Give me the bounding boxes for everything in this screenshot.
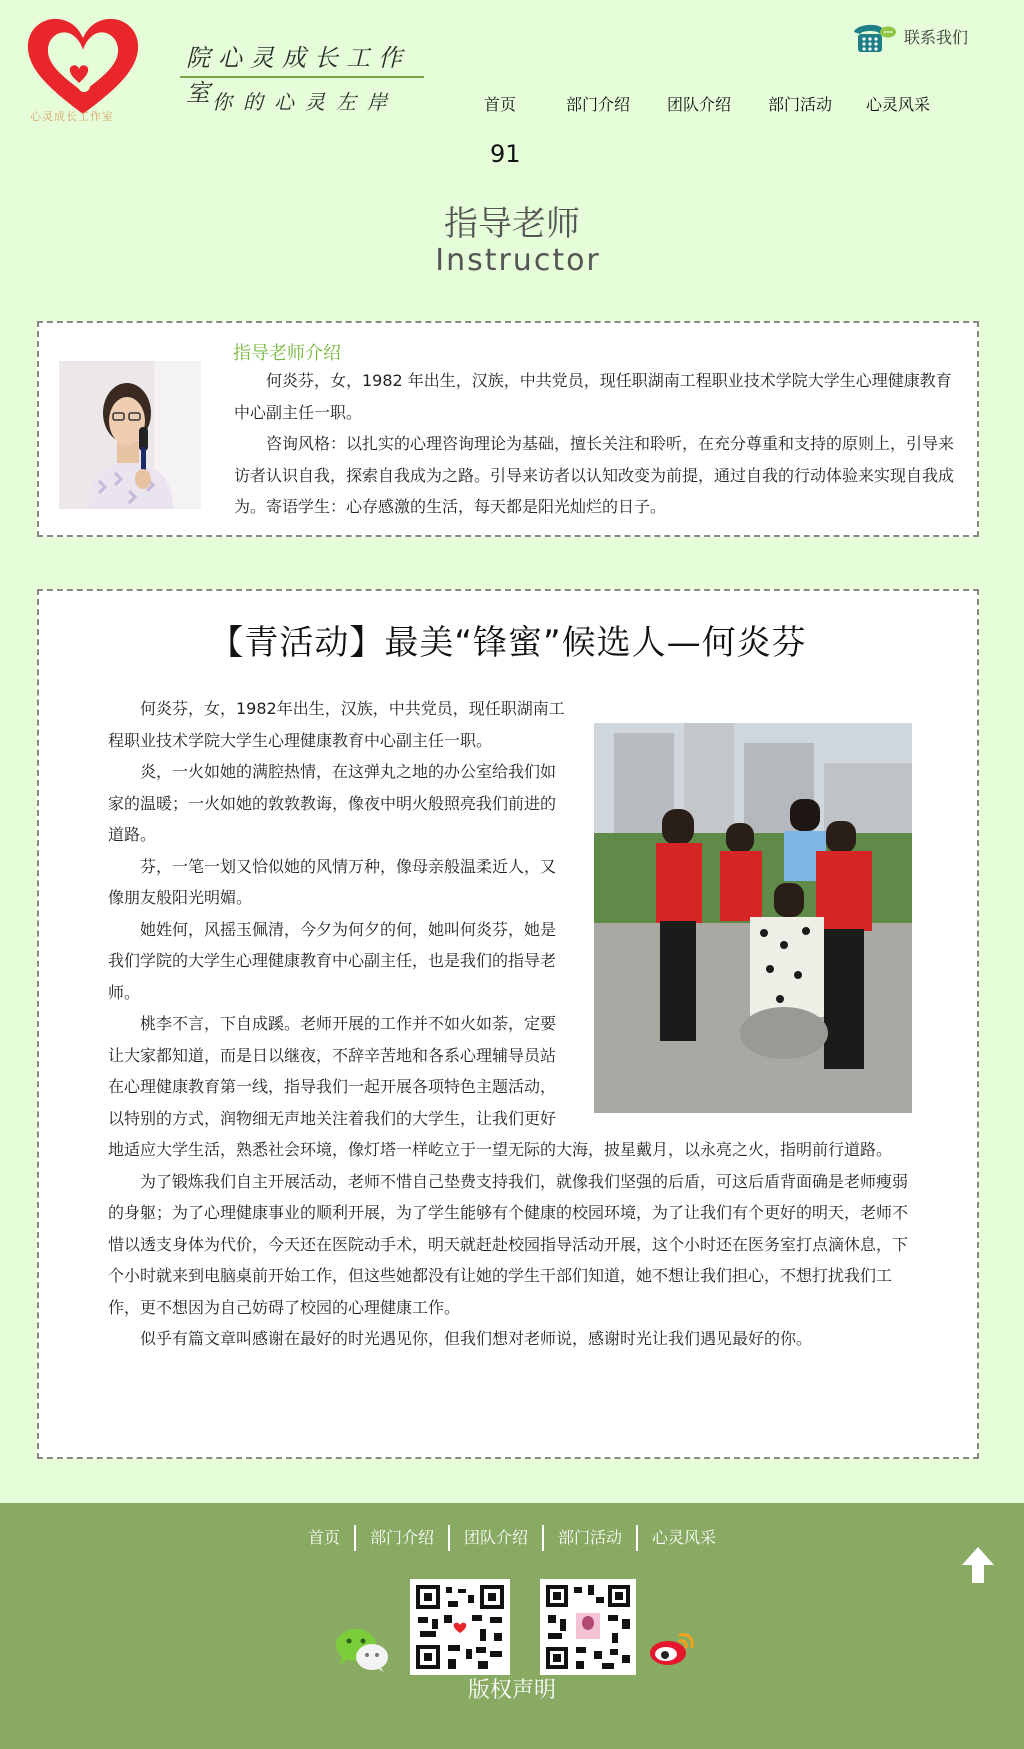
brand-title: 院心灵成长工作室 xyxy=(186,44,410,107)
instructor-paragraph: 何炎芬，女，1982 年出生，汉族，中共党员，现任职湖南工程职业技术学院大学生心理健康教育中心副主任一职。 xyxy=(234,371,952,422)
nav-team-intro[interactable]: 团队介绍 xyxy=(667,95,732,114)
weibo-icon[interactable] xyxy=(648,1627,696,1667)
instructor-card xyxy=(37,321,979,537)
nav-gallery[interactable]: 心灵风采 xyxy=(866,95,931,114)
instructor-text xyxy=(234,365,964,523)
site-footer xyxy=(0,1503,1024,1749)
nav-home[interactable]: 首页 xyxy=(484,95,517,114)
footer-nav-gallery[interactable]: 心灵风采 xyxy=(652,1528,717,1547)
brand xyxy=(180,38,424,115)
group-photo xyxy=(594,723,912,1113)
footer-nav-department-intro[interactable]: 部门介绍 xyxy=(356,1525,450,1551)
article-title: 【青活动】最美“锋蜜”候选人—何炎芬 xyxy=(209,623,807,663)
footer-nav-department-activities[interactable]: 部门活动 xyxy=(544,1525,638,1551)
footer-nav xyxy=(0,1525,1024,1551)
contact-label: 联系我们 xyxy=(904,27,969,47)
article-paragraph: 桃李不言，下自成蹊。老师开展的工作并不如火如荼，定要让大家都知道，而是日以继夜，不辞辛苦地和各系心理辅导员站在心理健康教育第一线，指导我们一起开展各项特色主题活动，以特别的方式，润物细无声地关注着我们的大学生，让我们更好地适应大学生活，熟悉社会环境，像灯塔一样屹立于一望无际的大海，披星戴月，以永亮之火，指明前行道路。 xyxy=(108,1014,893,1159)
page-number: 91 xyxy=(490,140,521,168)
phone-icon xyxy=(850,18,896,54)
footer-nav-team-intro[interactable]: 团队介绍 xyxy=(450,1525,544,1551)
nav-department-intro[interactable]: 部门介绍 xyxy=(566,95,631,114)
footer-nav-home[interactable]: 首页 xyxy=(294,1525,356,1551)
article-paragraph: 她姓何，风摇玉佩清，今夕为何夕的何，她叫何炎芬，她是我们学院的大学生心理健康教育中心副主任，也是我们的指导老师。 xyxy=(108,919,557,1002)
article-paragraph: 炎，一火如她的满腔热情，在这弹丸之地的办公室给我们如家的温暖；一火如她的敦敦教诲，像夜中明火般照亮我们前进的道路。 xyxy=(108,762,557,844)
instructor-photo xyxy=(59,361,201,509)
wechat-icon[interactable] xyxy=(334,1627,390,1673)
article-paragraph: 芬，一笔一划又恰似她的风情万种，像母亲般温柔近人，又像朋友般阳光明媚。 xyxy=(108,856,557,907)
article-paragraph: 何炎芬，女，1982年出生，汉族，中共党员，现任职湖南工程职业技术学院大学生心理健康教育中心副主任一职。 xyxy=(108,699,565,750)
copyright-link[interactable]: 版权声明 xyxy=(467,1678,556,1703)
qr-code-icon xyxy=(540,1579,636,1675)
qr-code-icon xyxy=(410,1579,510,1675)
logo-caption: 心灵成长工作室 xyxy=(30,110,114,123)
article-paragraph: 为了锻炼我们自主开展活动，老师不惜自己垫费支持我们，就像我们坚强的后盾，可这后盾背面确是老师瘦弱的身躯；为了心理健康事业的顺利开展，为了学生能够有个健康的校园环境，为了让我们有个更好的明天，老师不惜以透支身体为代价，今天还在医院动手术，明天就赶赴校园指导活动开展，这个小时还在医务室打点滴休息，下个小时就来到电脑桌前开始工作，但这些她都没有让她的学生干部们知道，她不想让我们担心，不想打扰我们工作，更不想因为自己妨碍了校园的心理健康工作。 xyxy=(108,1171,909,1317)
instructor-paragraph: 咨询风格：以扎实的心理咨询理论为基础，擅长关注和聆听，在充分尊重和支持的原则上，引导来访者认识自我，探索自我成为之路。引导来访者以认知改变为前提，通过自我的行动体验来实现自我成为。寄语学生：心存感激的生活，每天都是阳光灿烂的日子。 xyxy=(234,434,955,516)
article-body xyxy=(108,693,912,1355)
instructor-heading: 指导老师介绍 xyxy=(233,343,341,364)
heart-logo-icon xyxy=(24,14,142,120)
article-card xyxy=(37,589,979,1459)
article-paragraph: 似乎有篇文章叫感谢在最好的时光遇见你，但我们想对老师说，感谢时光让我们遇见最好的你。 xyxy=(140,1329,813,1348)
contact-link[interactable] xyxy=(850,18,968,54)
main-nav xyxy=(470,92,946,115)
up-arrow-icon[interactable] xyxy=(960,1545,996,1585)
brand-slogan: 你的心灵左岸 xyxy=(212,90,398,114)
nav-department-activities[interactable]: 部门活动 xyxy=(768,95,833,114)
section-title-en: Instructor xyxy=(435,243,601,278)
section-title-cn: 指导老师 xyxy=(444,204,580,244)
